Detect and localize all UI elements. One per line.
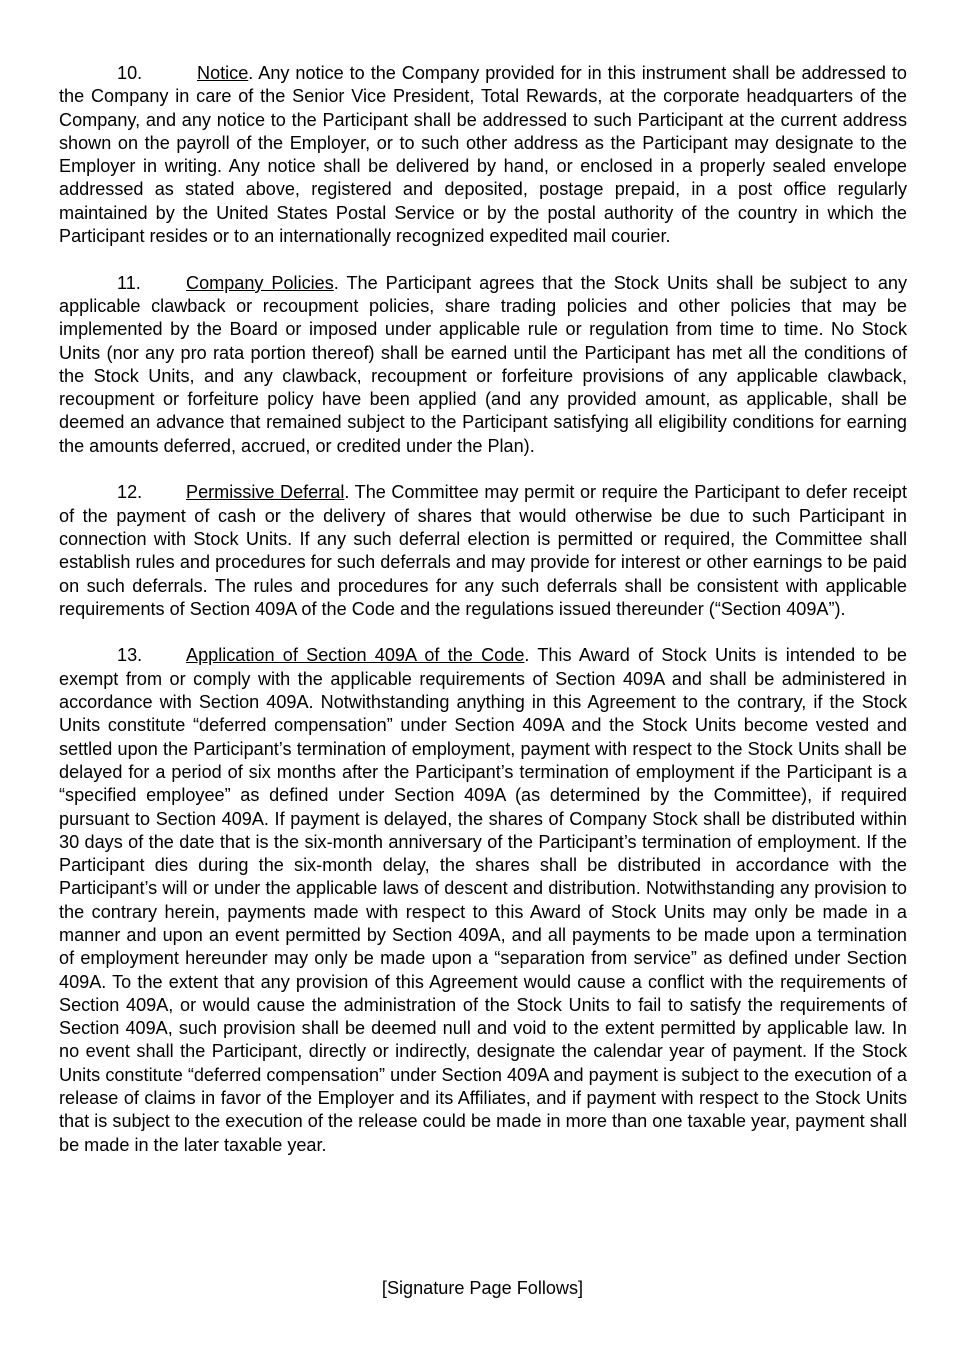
section-heading: Application of Section 409A of the Code (186, 645, 525, 666)
section-heading: Company Policies (186, 272, 334, 293)
section-text: . The Participant agrees that the Stock Units shall be subject to any applicable clawback or recoupment policies, share trading policies and other policies that may be implemented by the Board or imposed under applicable rule or regulation from time to time. No Stock Units (nor any pro rata portion thereof) shall be earned until the Participant has met all the conditions of the Stock Units, and any clawback, recoupment or forfeiture provisions of any applicable clawback, recoupment or forfeiture policy have been applied (and any provided amount, as applicable, shall be deemed an advance that remained subject to the Participant satisfying all eligibility conditions for earning the amounts deferred, accrued, or credited under the Plan). (59, 272, 908, 456)
section-number: 11. (117, 272, 141, 293)
section-text: . The Committee may permit or require the Participant to defer receipt of the payment of cash or the delivery of shares that would otherwise be due to such Participant in connection with Stock Units. If any such deferral election is permitted or required, the Committee shall establish rules and procedures for such deferrals and may provide for interest or other earnings to be paid on such deferrals. The rules and procedures for any such deferrals shall be consistent with applicable requirements of Section 409A of the Code and the regulations issued thereunder (“Section 409A”). (59, 482, 907, 619)
section-11 (59, 272, 907, 458)
section-10 (59, 62, 907, 248)
section-13 (59, 644, 907, 1157)
section-text: . This Award of Stock Units is intended to be exempt from or comply with the applicable requirements of Section 409A and shall be administered in accordance with Section 409A. Notwithstanding anything in this Agreement to the contrary, if the Stock Units constitute “deferred compensation” under Section 409A and the Stock Units become vested and settled upon the Participant’s termination of employment, payment with respect to the Stock Units shall be delayed for a period of six months after the Participant’s termination of employment if the Participant is a “specified employee” as defined under Section 409A (as determined by the Committee), if required pursuant to Section 409A. If payment is delayed, the shares of Company Stock shall be distributed within 30 days of the date that is the six-month anniversary of the Participant’s termination of employment. If the Participant dies during the six-month delay, the shares shall be distributed in accordance with the Participant’s will or under the applicable laws of descent and distribution. Notwithstanding any provision to the contrary herein, payments made with respect to this Award of Stock Units may only be made in a manner and upon an event permitted by Section 409A, and all payments to be made upon a termination of employment hereunder may only be made upon a “separation from service” as defined under Section 409A. To the extent that any provision of this Agreement would cause a conflict with the requirements of Section 409A, or would cause the administration of the Stock Units to fail to satisfy the requirements of Section 409A, such provision shall be deemed null and void to the extent permitted by applicable law. In no event shall the Participant, directly or indirectly, designate the calendar year of payment. If the Stock Units constitute “deferred compensation” under Section 409A and payment is subject to the execution of a release of claims in favor of the Employer and its Affiliates, and if payment with respect to the Stock Units that is subject to the execution of the release could be made in more than one taxable year, payment shall be made in the later taxable year. (59, 645, 907, 1155)
section-number: 12. (117, 482, 143, 503)
signature-page-note: [Signature Page Follows] (381, 1278, 584, 1298)
section-number: 10. (117, 63, 143, 83)
section-heading: Permissive Deferral (186, 482, 345, 503)
section-text: . Any notice to the Company provided for in this instrument shall be addressed to the Company in care of the Senior Vice President, Total Rewards, at the corporate headquarters of the Company, and any notice to the Participant shall be addressed to such Participant at the current address shown on the payroll of the Employer, or to such other address as the Participant may designate to the Employer in writing. Any notice shall be delivered by hand, or enclosed in a properly sealed envelope addressed as stated above, registered and deposited, postage prepaid, in a post office regularly maintained by the United States Postal Service or by the postal authority of the country in which the Participant resides or to an internationally recognized expedited mail courier. (59, 63, 907, 247)
section-heading: Notice (197, 63, 249, 83)
section-number: 13. (117, 645, 143, 666)
section-12 (59, 481, 907, 621)
document-body (59, 62, 907, 1157)
